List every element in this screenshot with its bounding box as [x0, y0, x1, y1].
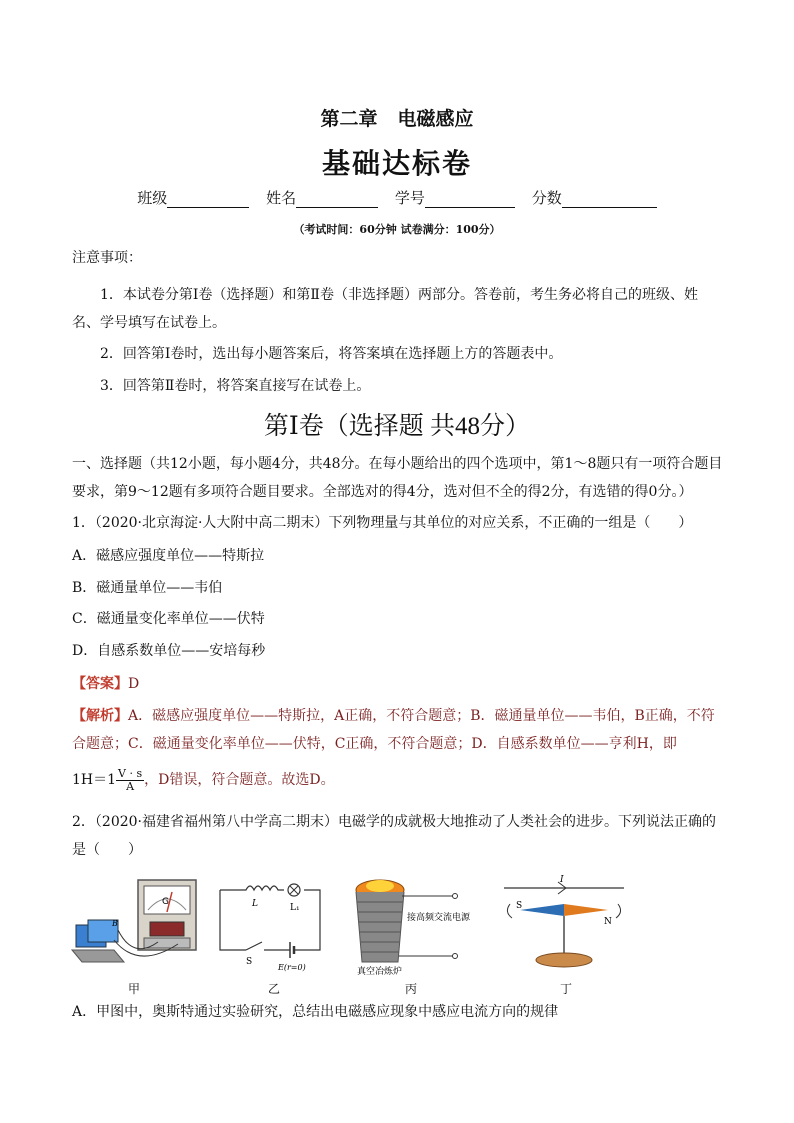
q1-formula-line	[72, 766, 724, 794]
figure-yi-circuit	[216, 870, 328, 975]
chapter-heading	[0, 104, 794, 131]
q1-analysis	[72, 702, 724, 758]
student-id-field[interactable]: 学号	[395, 187, 515, 208]
galvanometer-magnet	[150, 922, 184, 936]
section-instruction: 一、选择题（共12小题，每小题4分，共48分。在每小题给出的四个选项中，第1～8题只有一项符合题目要求，第9～12题有多项符合题目要求。全部选对的得4分，选对但不全的得2分，有选错的得0分。）	[72, 456, 723, 500]
score-field[interactable]: 分数	[532, 187, 657, 208]
exam-meta: （考试时间：60分钟 试卷满分：100分）	[293, 223, 501, 236]
analysis-tail: ，D错误，符合题意。故选D。	[144, 772, 335, 788]
chapter-number: 第二章	[320, 108, 378, 130]
analysis-text: A．磁感应强度单位——特斯拉，A正确，不符合题意；B．磁通量单位——韦伯，B正确，不符合题意；C．磁通量变化率单位——伏特，C正确，不符合题意；D．自感系数单位——亨利H，即	[72, 708, 715, 752]
needle-south	[520, 904, 564, 916]
inductor-coil	[220, 886, 284, 890]
analysis-label: 【解析】	[72, 708, 128, 724]
notice-item-1: 1．本试卷分第Ⅰ卷（选择题）和第Ⅱ卷（非选择题）两部分。答卷前，考生务必将自己的班级、姓名、学号填写在试卷上。	[72, 287, 698, 331]
caption-ding: 丁	[560, 982, 573, 996]
q2-option-a: A．甲图中，奥斯特通过实验研究，总结出电磁感应现象中感应电流方向的规律	[72, 1004, 559, 1020]
paper-title: 基础达标卷	[321, 147, 472, 180]
class-field[interactable]: 班级	[137, 187, 249, 208]
current-label: I	[560, 875, 564, 885]
lamp-label: L₁	[290, 903, 300, 913]
battery-label: E(r=0)	[278, 963, 306, 972]
caption-jia: 甲	[128, 982, 141, 996]
ammeter-label: G	[162, 897, 169, 907]
answer-value: D	[128, 676, 140, 692]
q1-option-c: C．磁通量变化率单位——伏特	[72, 611, 265, 627]
caption-yi: 乙	[268, 982, 281, 996]
formula-denominator: A	[126, 779, 135, 793]
inductor-label: L	[252, 899, 258, 909]
caption-bing: 丙	[405, 982, 418, 996]
student-info-row	[0, 187, 794, 208]
furnace-source-text: 接高频交流电源	[407, 913, 471, 923]
q2-stem: 2．（2020·福建省福州第八中学高二期末）电磁学的成就极大地推动了人类社会的进步。下列说法正确的是（ ）	[72, 814, 716, 858]
north-label: N	[604, 917, 612, 927]
q1-option-d: D．自感系数单位——安培每秒	[72, 643, 266, 659]
notice-title: 注意事项：	[72, 250, 142, 266]
furnace-source-label	[407, 911, 471, 923]
answer-label: 【答案】	[72, 676, 128, 692]
figure-ding-compass	[500, 870, 640, 980]
switch-blade	[246, 942, 262, 950]
field-label: B	[112, 919, 118, 928]
formula-left: 1H＝1	[72, 772, 117, 788]
compass-base	[536, 953, 592, 967]
figure-bing-furnace	[345, 870, 485, 980]
q1-stem: 1．（2020·北京海淀·人大附中高二期末）下列物理量与其单位的对应关系，不正确的一组是（ ）	[72, 515, 693, 531]
notice-item-2: 2．回答第Ⅰ卷时，选出每小题答案后，将答案填在选择题上方的答题表中。	[100, 346, 563, 362]
notice-item-3: 3．回答第Ⅱ卷时，将答案直接写在试卷上。	[100, 378, 371, 394]
switch-label: S	[246, 957, 253, 967]
needle-north	[564, 904, 608, 916]
formula-numerator: V · s	[118, 766, 143, 780]
q1-option-b: B．磁通量单位——韦伯	[72, 580, 223, 596]
name-field[interactable]: 姓名	[266, 187, 378, 208]
q1-option-a: A．磁感应强度单位——特斯拉	[72, 548, 265, 564]
q1-answer	[72, 670, 724, 698]
figure-jia-galvanometer	[68, 870, 208, 975]
south-label: S	[516, 901, 523, 911]
chapter-topic: 电磁感应	[397, 108, 474, 130]
furnace-name-label: 真空冶炼炉	[357, 967, 403, 977]
section-title: 第Ⅰ卷（选择题 共48分）	[263, 413, 531, 440]
formula-fraction	[116, 768, 144, 793]
